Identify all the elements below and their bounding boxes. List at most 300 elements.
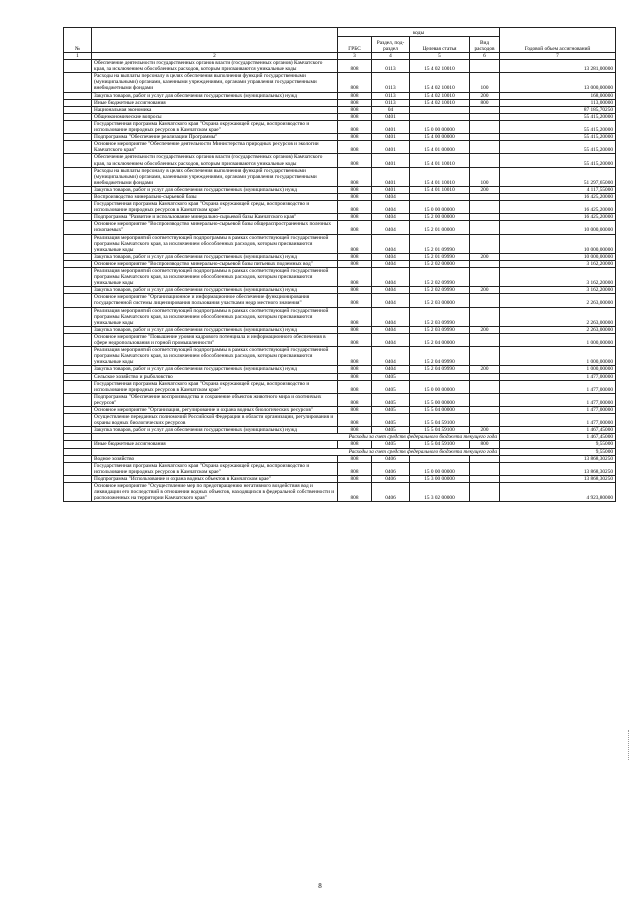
- expense-type-cell: [470, 106, 500, 113]
- amount-cell: 1 477,00000: [500, 373, 616, 380]
- amount-cell: 1 477,00000: [500, 380, 616, 393]
- column-number: 7: [500, 53, 616, 60]
- amount-cell: 10 000,00000: [500, 234, 616, 253]
- table-row: [64, 99, 616, 106]
- section-cell: 0404: [372, 307, 410, 326]
- amount-cell: 3 162,20000: [500, 268, 616, 287]
- grbs-cell: 808: [338, 73, 372, 92]
- row-number-cell: [64, 120, 92, 133]
- page-number: 8: [318, 882, 322, 890]
- name-cell: Расходы на выплаты персоналу в целях обеспечения выполнения функций государственными (муниципальными) органами, казенными учреждениями, органами управления государственными внебюджетными фондами: [92, 167, 338, 186]
- grbs-cell: 808: [338, 462, 372, 475]
- amount-cell: 13 868,30250: [500, 462, 616, 475]
- table-row: [64, 214, 616, 221]
- section-cell: 0404: [372, 193, 410, 200]
- amount-cell: 16 425,20000: [500, 201, 616, 214]
- amount-cell: 13 868,30250: [500, 455, 616, 462]
- grbs-cell: 808: [338, 483, 372, 502]
- grbs-cell: 808: [338, 134, 372, 141]
- name-cell: Воспроизводство минерально-сырьевой базы: [92, 193, 338, 200]
- row-number-cell: [64, 92, 92, 99]
- grbs-cell: 808: [338, 294, 372, 307]
- amount-cell: 1 467,45000: [500, 427, 616, 434]
- name-cell: Расходы на выплаты персоналу в целях обеспечения выполнения функций государственными (муниципальными) органами, казенными учреждениями, органами управления государственными внебюджетными фондами: [92, 73, 338, 92]
- row-number-cell: [64, 427, 92, 434]
- grbs-cell: 808: [338, 441, 372, 448]
- section-cell: 0113: [372, 99, 410, 106]
- expense-type-cell: [470, 414, 500, 427]
- expense-type-cell: [470, 406, 500, 413]
- target-article-cell: 15 2 02 09990: [410, 287, 470, 294]
- table-row: [64, 380, 616, 393]
- grbs-cell: 808: [338, 406, 372, 413]
- amount-cell: 1 477,00000: [500, 414, 616, 427]
- table-row: [64, 73, 616, 92]
- table-row: [64, 60, 616, 73]
- table-row: [64, 193, 616, 200]
- amount-cell: 3 162,20000: [500, 260, 616, 267]
- expense-type-cell: [470, 60, 500, 73]
- note-cell: Расходы за счет средств федерального бюджета текущего года: [92, 434, 500, 441]
- grbs-cell: 808: [338, 141, 372, 154]
- target-article-cell: 15 2 01 00000: [410, 221, 470, 234]
- target-article-cell: 15 0 00 00000: [410, 201, 470, 214]
- header-razdel: Раздел, под-раздел: [372, 37, 410, 53]
- target-article-cell: 15 5 04 59100: [410, 414, 470, 427]
- grbs-cell: 808: [338, 380, 372, 393]
- name-cell: Закупка товаров, работ и услуг для обеспечения государственных (муниципальных) нужд: [92, 253, 338, 260]
- table-row: [64, 406, 616, 413]
- table-row: [64, 141, 616, 154]
- column-number: 6: [470, 53, 500, 60]
- name-cell: Реализация мероприятий соответствующей подпрограммы в рамках соответствующей государственной программы Камчатского края, за исключением обособленных расходов, которым присваиваются уникальные коды: [92, 234, 338, 253]
- row-number-cell: [64, 193, 92, 200]
- expense-type-cell: [470, 294, 500, 307]
- target-article-cell: 15 2 01 09990: [410, 253, 470, 260]
- column-number: 3: [338, 53, 372, 60]
- table-row: [64, 393, 616, 406]
- expense-type-cell: [470, 221, 500, 234]
- target-article-cell: 15 2 03 09990: [410, 326, 470, 333]
- expense-type-cell: [470, 201, 500, 214]
- row-number-cell: [64, 201, 92, 214]
- grbs-cell: 808: [338, 268, 372, 287]
- target-article-cell: [410, 373, 470, 380]
- grbs-cell: 808: [338, 326, 372, 333]
- row-number-cell: [64, 214, 92, 221]
- target-article-cell: 15 4 02 10010: [410, 60, 470, 73]
- grbs-cell: 808: [338, 92, 372, 99]
- section-cell: 0405: [372, 393, 410, 406]
- header-expense-type: Вид расходов: [470, 37, 500, 53]
- expense-type-cell: 100: [470, 73, 500, 92]
- expense-type-cell: [470, 193, 500, 200]
- row-number-cell: [64, 99, 92, 106]
- expense-type-cell: 200: [470, 92, 500, 99]
- target-article-cell: 15 4 02 10010: [410, 73, 470, 92]
- grbs-cell: 808: [338, 106, 372, 113]
- row-number-cell: [64, 448, 92, 455]
- expense-type-cell: [470, 380, 500, 393]
- row-number-cell: [64, 186, 92, 193]
- row-number-cell: [64, 483, 92, 502]
- grbs-cell: 808: [338, 201, 372, 214]
- expense-type-cell: 200: [470, 366, 500, 373]
- row-number-cell: [64, 366, 92, 373]
- table-row: [64, 373, 616, 380]
- header-target-article: Целевая статья: [410, 37, 470, 53]
- table-row: [64, 92, 616, 99]
- name-cell: Реализация мероприятий соответствующей подпрограммы в рамках соответствующей государственной программы Камчатского края, за исключением обособленных расходов, которым присваиваются уникальные коды: [92, 307, 338, 326]
- expense-type-cell: 200: [470, 253, 500, 260]
- column-number: 2: [92, 53, 338, 60]
- name-cell: Закупка товаров, работ и услуг для обеспечения государственных (муниципальных) нужд: [92, 326, 338, 333]
- expense-type-cell: [470, 393, 500, 406]
- table-row: [64, 366, 616, 373]
- amount-cell: 1 477,00000: [500, 406, 616, 413]
- grbs-cell: 808: [338, 455, 372, 462]
- name-cell: Обеспечение деятельности государственных органов власти (государственных органов) Камчатского края, за исключением обособленных расходов, которым присваиваются уникальные коды: [92, 154, 338, 167]
- amount-cell: 55 415,20000: [500, 120, 616, 133]
- expense-type-cell: [470, 134, 500, 141]
- table-row: [64, 234, 616, 253]
- grbs-cell: 808: [338, 373, 372, 380]
- section-cell: 0406: [372, 455, 410, 462]
- name-cell: Закупка товаров, работ и услуг для обеспечения государственных (муниципальных) нужд: [92, 287, 338, 294]
- row-number-cell: [64, 441, 92, 448]
- header-name: [92, 28, 338, 53]
- table-row: [64, 294, 616, 307]
- amount-cell: 13 281,00000: [500, 60, 616, 73]
- name-cell: Основное мероприятие "Осуществление мер по предотвращению негативного воздействия вод и ликвидации его последствий в отношении водных объектов, находящихся в федеральной собственности и расположенных на территории Камчатского края": [92, 483, 338, 502]
- name-cell: Государственная программа Камчатского края "Охрана окружающей среды, воспроизводство и использование природных ресурсов в Камчатском крае": [92, 462, 338, 475]
- grbs-cell: 808: [338, 366, 372, 373]
- row-number-cell: [64, 462, 92, 475]
- expense-type-cell: [470, 373, 500, 380]
- amount-cell: 1 000,00000: [500, 347, 616, 366]
- section-cell: 0404: [372, 294, 410, 307]
- expense-type-cell: [470, 268, 500, 287]
- table-body: [64, 60, 616, 502]
- section-cell: 0113: [372, 60, 410, 73]
- grbs-cell: 808: [338, 393, 372, 406]
- expense-type-cell: [470, 214, 500, 221]
- name-cell: Общеэкономические вопросы: [92, 113, 338, 120]
- expense-type-cell: [470, 462, 500, 475]
- amount-cell: 9,55000: [500, 448, 616, 455]
- section-cell: 0404: [372, 366, 410, 373]
- name-cell: Основное мероприятие "Обеспечение деятельности Министерства природных ресурсов и экологии Камчатского края": [92, 141, 338, 154]
- target-article-cell: 15 5 04 59100: [410, 441, 470, 448]
- section-cell: 0405: [372, 414, 410, 427]
- name-cell: Основное мероприятие "Повышение уровня кадрового потенциала и информационного обеспечения в сфере недропользования и горной промышленности": [92, 333, 338, 346]
- amount-cell: 2 263,00000: [500, 326, 616, 333]
- section-cell: 0401: [372, 186, 410, 193]
- section-cell: 0406: [372, 462, 410, 475]
- amount-cell: 1 477,00000: [500, 393, 616, 406]
- section-cell: 0406: [372, 483, 410, 502]
- grbs-cell: 808: [338, 475, 372, 482]
- row-number-cell: [64, 141, 92, 154]
- target-article-cell: 15 3 00 00000: [410, 475, 470, 482]
- table-row: [64, 268, 616, 287]
- expense-type-cell: [470, 483, 500, 502]
- grbs-cell: 808: [338, 120, 372, 133]
- expense-type-cell: [470, 154, 500, 167]
- section-cell: 0404: [372, 326, 410, 333]
- section-cell: 0405: [372, 373, 410, 380]
- row-number-cell: [64, 154, 92, 167]
- expense-type-cell: [470, 455, 500, 462]
- name-cell: Государственная программа Камчатского края "Охрана окружающей среды, воспроизводство и использование природных ресурсов в Камчатском крае": [92, 380, 338, 393]
- table-row: [64, 455, 616, 462]
- name-cell: Обеспечение деятельности государственных органов власти (государственных органов) Камчатского края, за исключением обособленных расходов, которым присваиваются уникальные коды: [92, 60, 338, 73]
- target-article-cell: [410, 106, 470, 113]
- table-row: [64, 186, 616, 193]
- table-row: [64, 287, 616, 294]
- section-cell: 0404: [372, 268, 410, 287]
- header-number: №: [64, 28, 92, 53]
- table-row: [64, 427, 616, 434]
- table-row: [64, 154, 616, 167]
- row-number-cell: [64, 106, 92, 113]
- target-article-cell: 15 2 02 00000: [410, 260, 470, 267]
- table-row: [64, 307, 616, 326]
- grbs-cell: 808: [338, 113, 372, 120]
- note-row: [64, 434, 616, 441]
- section-cell: 0404: [372, 221, 410, 234]
- margin-mark: [628, 730, 630, 760]
- amount-cell: 2 263,00000: [500, 294, 616, 307]
- note-row: [64, 448, 616, 455]
- target-article-cell: 15 2 03 00000: [410, 294, 470, 307]
- section-cell: 0405: [372, 441, 410, 448]
- table-row: [64, 462, 616, 475]
- amount-cell: 16 425,20000: [500, 214, 616, 221]
- expense-type-cell: [470, 475, 500, 482]
- amount-cell: 4 117,55000: [500, 186, 616, 193]
- row-number-cell: [64, 253, 92, 260]
- amount-cell: 2 263,00000: [500, 307, 616, 326]
- grbs-cell: 808: [338, 427, 372, 434]
- section-cell: 0404: [372, 347, 410, 366]
- target-article-cell: 15 2 00 00000: [410, 214, 470, 221]
- grbs-cell: 808: [338, 333, 372, 346]
- name-cell: Закупка товаров, работ и услуг для обеспечения государственных (муниципальных) нужд: [92, 366, 338, 373]
- header-amount: Годовой объем ассигнований: [500, 28, 616, 53]
- target-article-cell: 15 2 03 09990: [410, 307, 470, 326]
- target-article-cell: 15 4 00 00000: [410, 134, 470, 141]
- note-cell: Расходы за счет средств федерального бюджета текущего года: [92, 448, 500, 455]
- amount-cell: 55 415,20000: [500, 113, 616, 120]
- expense-type-cell: [470, 260, 500, 267]
- table-row: [64, 441, 616, 448]
- grbs-cell: 808: [338, 167, 372, 186]
- grbs-cell: 808: [338, 221, 372, 234]
- target-article-cell: 15 4 02 10010: [410, 99, 470, 106]
- amount-cell: 13 868,30250: [500, 475, 616, 482]
- row-number-cell: [64, 221, 92, 234]
- target-article-cell: [410, 455, 470, 462]
- target-article-cell: 15 4 02 10010: [410, 92, 470, 99]
- section-cell: 0401: [372, 134, 410, 141]
- amount-cell: 55 415,20000: [500, 134, 616, 141]
- row-number-cell: [64, 294, 92, 307]
- amount-cell: 168,00000: [500, 92, 616, 99]
- row-number-cell: [64, 113, 92, 120]
- amount-cell: 87 185,70250: [500, 106, 616, 113]
- grbs-cell: 808: [338, 287, 372, 294]
- grbs-cell: 808: [338, 307, 372, 326]
- section-cell: 0401: [372, 167, 410, 186]
- section-cell: 0401: [372, 154, 410, 167]
- target-article-cell: 15 2 02 09990: [410, 268, 470, 287]
- grbs-cell: 808: [338, 60, 372, 73]
- target-article-cell: 15 2 04 09990: [410, 347, 470, 366]
- name-cell: Реализация мероприятий соответствующей подпрограммы в рамках соответствующей государственной программы Камчатского края, за исключением обособленных расходов, которым присваиваются уникальные коды: [92, 347, 338, 366]
- header-codes: коды: [338, 28, 500, 37]
- name-cell: Основное мероприятие "Организация, регулирование и охрана водных биологических ресурсов": [92, 406, 338, 413]
- table-row: [64, 113, 616, 120]
- row-number-cell: [64, 380, 92, 393]
- table-row: [64, 333, 616, 346]
- table-row: [64, 347, 616, 366]
- table-row: [64, 253, 616, 260]
- column-number: 4: [372, 53, 410, 60]
- row-number-cell: [64, 393, 92, 406]
- row-number-cell: [64, 333, 92, 346]
- amount-cell: 3 162,20000: [500, 287, 616, 294]
- table-row: [64, 221, 616, 234]
- row-number-cell: [64, 134, 92, 141]
- row-number-cell: [64, 307, 92, 326]
- column-number: 5: [410, 53, 470, 60]
- target-article-cell: 15 0 00 00000: [410, 462, 470, 475]
- amount-cell: 55 415,20000: [500, 154, 616, 167]
- target-article-cell: 15 4 01 10010: [410, 186, 470, 193]
- target-article-cell: 15 0 00 00000: [410, 120, 470, 133]
- target-article-cell: 15 4 01 00000: [410, 141, 470, 154]
- name-cell: Подпрограмма "Использование и охрана водных объектов в Камчатском крае": [92, 475, 338, 482]
- name-cell: Иные бюджетные ассигнования: [92, 441, 338, 448]
- target-article-cell: [410, 113, 470, 120]
- expense-type-cell: [470, 307, 500, 326]
- amount-cell: 1 000,00000: [500, 333, 616, 346]
- target-article-cell: 15 0 00 00000: [410, 380, 470, 393]
- name-cell: Подпрограмма "Обеспечение воспроизводства и сохранение объектов животного мира и охотничьих ресурсов": [92, 393, 338, 406]
- expense-type-cell: [470, 347, 500, 366]
- expense-type-cell: 800: [470, 99, 500, 106]
- table-row: [64, 414, 616, 427]
- row-number-cell: [64, 406, 92, 413]
- grbs-cell: 808: [338, 193, 372, 200]
- row-number-cell: [64, 347, 92, 366]
- expense-type-cell: [470, 120, 500, 133]
- name-cell: Закупка товаров, работ и услуг для обеспечения государственных (муниципальных) нужд: [92, 186, 338, 193]
- table-row: [64, 260, 616, 267]
- section-cell: 0405: [372, 427, 410, 434]
- grbs-cell: 808: [338, 214, 372, 221]
- row-number-cell: [64, 268, 92, 287]
- expense-type-cell: 200: [470, 186, 500, 193]
- target-article-cell: 15 2 01 09990: [410, 234, 470, 253]
- grbs-cell: 808: [338, 99, 372, 106]
- grbs-cell: 808: [338, 186, 372, 193]
- grbs-cell: 808: [338, 414, 372, 427]
- expense-type-cell: [470, 234, 500, 253]
- amount-cell: 1 000,00000: [500, 366, 616, 373]
- table-row: [64, 167, 616, 186]
- target-article-cell: 15 5 04 59100: [410, 427, 470, 434]
- section-cell: 0401: [372, 120, 410, 133]
- amount-cell: 13 000,00000: [500, 73, 616, 92]
- name-cell: Подпрограмма "Обеспечение реализации Программы": [92, 134, 338, 141]
- section-cell: 0113: [372, 92, 410, 99]
- expense-type-cell: 100: [470, 167, 500, 186]
- section-cell: 0406: [372, 475, 410, 482]
- grbs-cell: 808: [338, 260, 372, 267]
- amount-cell: 16 425,20000: [500, 193, 616, 200]
- amount-cell: 10 000,00000: [500, 221, 616, 234]
- table-row: [64, 326, 616, 333]
- target-article-cell: 15 3 02 00000: [410, 483, 470, 502]
- name-cell: Закупка товаров, работ и услуг для обеспечения государственных (муниципальных) нужд: [92, 427, 338, 434]
- row-number-cell: [64, 475, 92, 482]
- section-cell: 0401: [372, 113, 410, 120]
- row-number-cell: [64, 373, 92, 380]
- row-number-cell: [64, 287, 92, 294]
- name-cell: Иные бюджетные ассигнования: [92, 99, 338, 106]
- row-number-cell: [64, 73, 92, 92]
- section-cell: 0404: [372, 253, 410, 260]
- table-row: [64, 483, 616, 502]
- section-cell: 04: [372, 106, 410, 113]
- name-cell: Национальная экономика: [92, 106, 338, 113]
- amount-cell: 1 467,45000: [500, 434, 616, 441]
- table-row: [64, 134, 616, 141]
- expense-type-cell: 200: [470, 326, 500, 333]
- amount-cell: 55 415,20000: [500, 141, 616, 154]
- amount-cell: 9,55000: [500, 441, 616, 448]
- target-article-cell: 15 2 04 00000: [410, 333, 470, 346]
- name-cell: Основное мероприятие "Воспроизводство минерально-сырьевой базы питьевых подземных вод": [92, 260, 338, 267]
- name-cell: Реализация мероприятий соответствующей подпрограммы в рамках соответствующей государственной программы Камчатского края, за исключением обособленных расходов, которым присваиваются уникальные коды: [92, 268, 338, 287]
- row-number-cell: [64, 434, 92, 441]
- target-article-cell: 15 2 04 09990: [410, 366, 470, 373]
- name-cell: Водное хозяйство: [92, 455, 338, 462]
- target-article-cell: 15 5 00 00000: [410, 393, 470, 406]
- expense-type-cell: 200: [470, 427, 500, 434]
- section-cell: 0404: [372, 201, 410, 214]
- target-article-cell: [410, 193, 470, 200]
- row-number-cell: [64, 167, 92, 186]
- expense-type-cell: [470, 113, 500, 120]
- amount-cell: 4 923,80000: [500, 483, 616, 502]
- table-row: [64, 475, 616, 482]
- section-cell: 0404: [372, 287, 410, 294]
- section-cell: 0404: [372, 333, 410, 346]
- section-cell: 0404: [372, 214, 410, 221]
- section-cell: 0113: [372, 73, 410, 92]
- expense-type-cell: [470, 333, 500, 346]
- amount-cell: 113,00000: [500, 99, 616, 106]
- name-cell: Осуществление переданных полномочий Российской Федерации в области организации, регулирования и охраны водных биологических ресурсов: [92, 414, 338, 427]
- name-cell: Закупка товаров, работ и услуг для обеспечения государственных (муниципальных) нужд: [92, 92, 338, 99]
- budget-table: [63, 27, 616, 502]
- row-number-cell: [64, 455, 92, 462]
- row-number-cell: [64, 60, 92, 73]
- target-article-cell: 15 4 01 10010: [410, 154, 470, 167]
